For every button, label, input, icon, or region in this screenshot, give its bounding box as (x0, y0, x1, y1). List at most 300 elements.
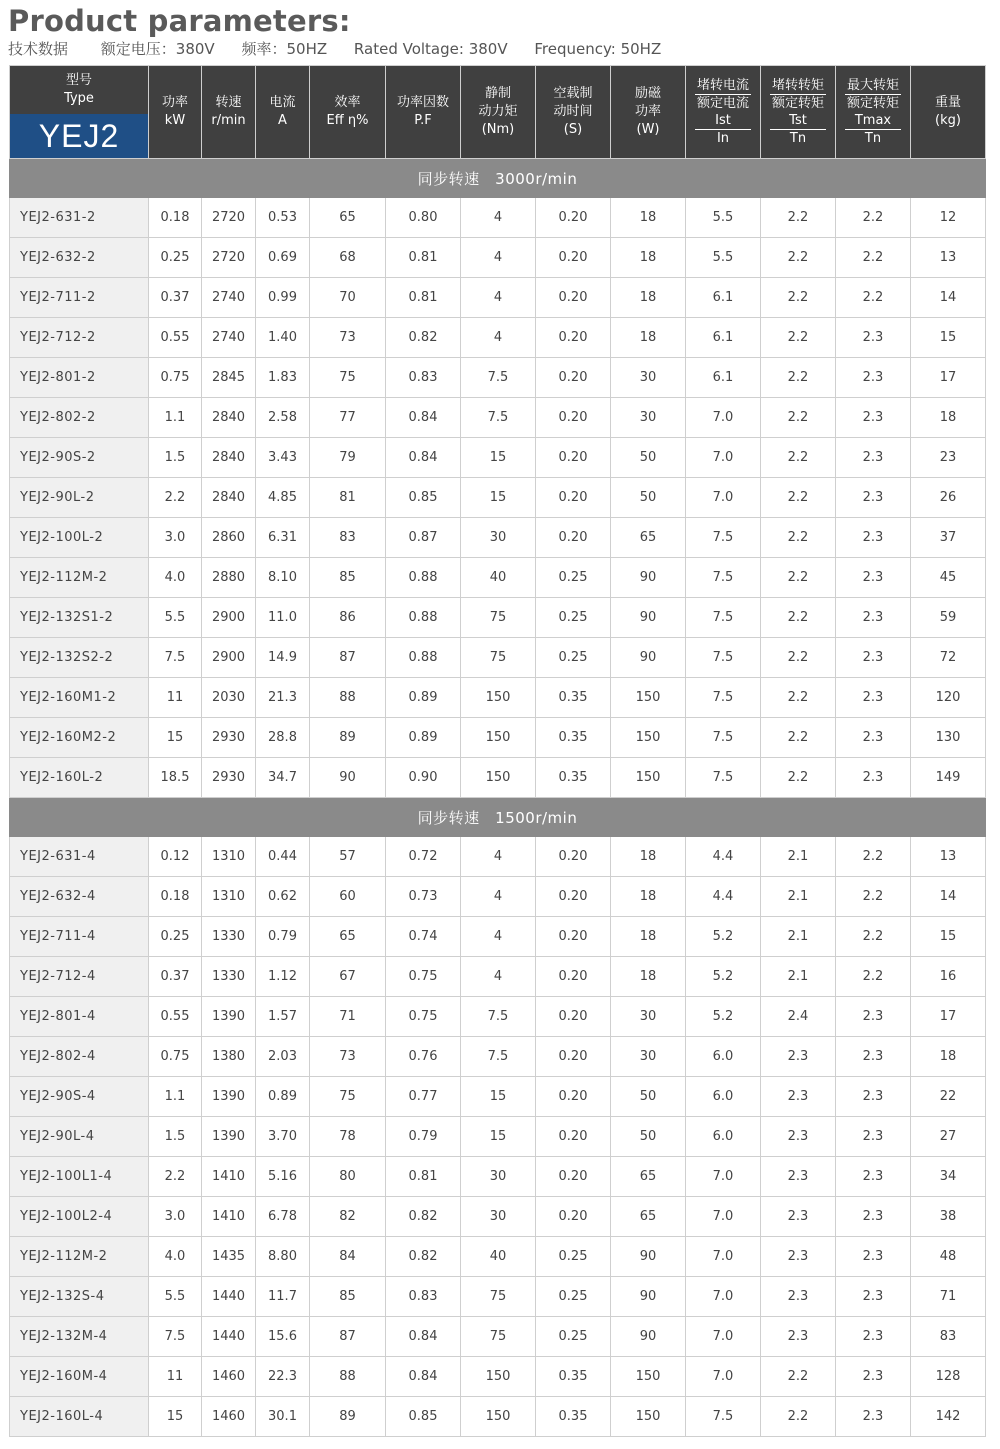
model-cell: YEJ2-132S1-2 (10, 598, 149, 638)
model-cell: YEJ2-90L-2 (10, 478, 149, 518)
value-cell: 7.5 (686, 718, 761, 758)
value-cell: 0.84 (386, 438, 461, 478)
value-cell: 0.62 (256, 877, 310, 917)
table-row (10, 1037, 986, 1077)
value-cell: 2.03 (256, 1037, 310, 1077)
ratio-numerator-symbol: Tst (770, 112, 826, 130)
column-header-line: 动时间 (553, 104, 593, 119)
type-header-line-1: Type (64, 91, 94, 106)
table-row (10, 438, 986, 478)
value-cell: 34 (911, 1157, 986, 1197)
value-cell: 0.25 (536, 1237, 611, 1277)
value-cell: 128 (911, 1357, 986, 1397)
value-cell: 2.3 (836, 1237, 911, 1277)
value-cell: 2.2 (761, 318, 836, 358)
ratio-header-11 (845, 77, 901, 147)
column-header-line: (Nm) (481, 122, 515, 137)
value-cell: 18 (611, 238, 686, 278)
value-cell: 2030 (202, 678, 256, 718)
model-cell: YEJ2-90S-4 (10, 1077, 149, 1117)
value-cell: 8.10 (256, 558, 310, 598)
value-cell: 90 (611, 598, 686, 638)
table-row (10, 718, 986, 758)
column-header-4 (310, 66, 386, 159)
value-cell: 4 (461, 318, 536, 358)
value-cell: 0.82 (386, 318, 461, 358)
value-cell: 15.6 (256, 1317, 310, 1357)
value-cell: 8.80 (256, 1237, 310, 1277)
value-cell: 0.73 (386, 877, 461, 917)
value-cell: 1380 (202, 1037, 256, 1077)
speed-section-label: 同步转速 1500r/min (10, 798, 986, 837)
table-row (10, 318, 986, 358)
value-cell: 72 (911, 638, 986, 678)
value-cell: 0.76 (386, 1037, 461, 1077)
value-cell: 4 (461, 837, 536, 877)
value-cell: 0.20 (536, 198, 611, 238)
table-row (10, 1077, 986, 1117)
table-row (10, 957, 986, 997)
value-cell: 4 (461, 198, 536, 238)
value-cell: 0.84 (386, 398, 461, 438)
ratio-numerator-symbol: Tmax (845, 112, 901, 130)
value-cell: 15 (461, 438, 536, 478)
value-cell: 18 (611, 837, 686, 877)
value-cell: 2.3 (836, 638, 911, 678)
column-header-5 (386, 66, 461, 159)
value-cell: 0.25 (536, 638, 611, 678)
value-cell: 0.89 (256, 1077, 310, 1117)
value-cell: 1440 (202, 1277, 256, 1317)
value-cell: 6.0 (686, 1077, 761, 1117)
value-cell: 0.20 (536, 877, 611, 917)
value-cell: 1.1 (149, 398, 202, 438)
value-cell: 2.3 (836, 438, 911, 478)
value-cell: 2.2 (761, 1357, 836, 1397)
column-header-line: 动力矩 (478, 104, 518, 119)
value-cell: 83 (310, 518, 386, 558)
value-cell: 15 (461, 1117, 536, 1157)
value-cell: 2900 (202, 638, 256, 678)
value-cell: 2.1 (761, 837, 836, 877)
table-row (10, 1357, 986, 1397)
value-cell: 86 (310, 598, 386, 638)
value-cell: 23 (911, 438, 986, 478)
value-cell: 2.2 (149, 1157, 202, 1197)
value-cell: 0.88 (386, 598, 461, 638)
value-cell: 0.25 (149, 917, 202, 957)
column-header-11 (836, 66, 911, 159)
value-cell: 0.88 (386, 558, 461, 598)
value-cell: 4.0 (149, 558, 202, 598)
value-cell: 57 (310, 837, 386, 877)
model-cell: YEJ2-132S-4 (10, 1277, 149, 1317)
value-cell: 5.5 (686, 198, 761, 238)
model-cell: YEJ2-132S2-2 (10, 638, 149, 678)
model-cell: YEJ2-802-4 (10, 1037, 149, 1077)
model-cell: YEJ2-160L-4 (10, 1397, 149, 1437)
value-cell: 0.69 (256, 238, 310, 278)
table-row (10, 917, 986, 957)
subtitle-frequency-cn: 频率：50HZ (241, 40, 328, 58)
column-header-line: (W) (636, 122, 660, 137)
value-cell: 0.82 (386, 1197, 461, 1237)
value-cell: 7.0 (686, 1277, 761, 1317)
value-cell: 88 (310, 678, 386, 718)
ratio-numerator-cn: 最大转矩 (846, 77, 899, 93)
value-cell: 14.9 (256, 638, 310, 678)
value-cell: 150 (461, 678, 536, 718)
value-cell: 7.0 (686, 1317, 761, 1357)
value-cell: 82 (310, 1197, 386, 1237)
value-cell: 90 (611, 1317, 686, 1357)
value-cell: 65 (611, 1197, 686, 1237)
value-cell: 50 (611, 1117, 686, 1157)
model-cell: YEJ2-711-4 (10, 917, 149, 957)
type-header-line-0: 型号 (65, 73, 92, 88)
value-cell: 7.5 (461, 358, 536, 398)
value-cell: 3.0 (149, 1197, 202, 1237)
value-cell: 1390 (202, 1117, 256, 1157)
value-cell: 6.1 (686, 318, 761, 358)
value-cell: 2.3 (836, 358, 911, 398)
value-cell: 2.2 (836, 957, 911, 997)
value-cell: 14 (911, 278, 986, 318)
value-cell: 150 (461, 758, 536, 798)
value-cell: 30 (611, 358, 686, 398)
model-cell: YEJ2-112M-2 (10, 1237, 149, 1277)
value-cell: 0.87 (386, 518, 461, 558)
value-cell: 2.2 (836, 877, 911, 917)
value-cell: 6.1 (686, 358, 761, 398)
value-cell: 2845 (202, 358, 256, 398)
value-cell: 2.3 (761, 1117, 836, 1157)
value-cell: 1390 (202, 1077, 256, 1117)
column-header-line: 静制 (484, 86, 511, 101)
value-cell: 2930 (202, 718, 256, 758)
value-cell: 0.20 (536, 358, 611, 398)
value-cell: 150 (611, 718, 686, 758)
value-cell: 0.20 (536, 837, 611, 877)
value-cell: 1460 (202, 1397, 256, 1437)
value-cell: 78 (310, 1117, 386, 1157)
value-cell: 0.20 (536, 518, 611, 558)
value-cell: 73 (310, 318, 386, 358)
value-cell: 90 (611, 638, 686, 678)
value-cell: 11.7 (256, 1277, 310, 1317)
model-cell: YEJ2-712-4 (10, 957, 149, 997)
series-badge: YEJ2 (10, 114, 148, 158)
value-cell: 75 (310, 1077, 386, 1117)
value-cell: 90 (611, 558, 686, 598)
value-cell: 2.2 (836, 238, 911, 278)
value-cell: 30 (611, 398, 686, 438)
value-cell: 0.89 (386, 678, 461, 718)
value-cell: 2.2 (761, 438, 836, 478)
value-cell: 2860 (202, 518, 256, 558)
value-cell: 59 (911, 598, 986, 638)
value-cell: 0.72 (386, 837, 461, 877)
column-header-9 (686, 66, 761, 159)
value-cell: 2.3 (761, 1197, 836, 1237)
value-cell: 90 (310, 758, 386, 798)
value-cell: 2.3 (836, 758, 911, 798)
table-row (10, 678, 986, 718)
ratio-denominator-symbol: Tn (789, 130, 807, 146)
value-cell: 2.2 (761, 1397, 836, 1437)
column-header-line: 重量 (934, 95, 961, 110)
model-cell: YEJ2-711-2 (10, 278, 149, 318)
value-cell: 4 (461, 917, 536, 957)
value-cell: 150 (461, 1357, 536, 1397)
value-cell: 0.82 (386, 1237, 461, 1277)
value-cell: 7.5 (686, 518, 761, 558)
value-cell: 2.2 (761, 638, 836, 678)
value-cell: 2.3 (836, 478, 911, 518)
value-cell: 50 (611, 1077, 686, 1117)
value-cell: 0.20 (536, 917, 611, 957)
value-cell: 2840 (202, 398, 256, 438)
value-cell: 0.90 (386, 758, 461, 798)
value-cell: 15 (461, 1077, 536, 1117)
table-row (10, 1397, 986, 1437)
value-cell: 0.20 (536, 957, 611, 997)
table-row (10, 997, 986, 1037)
value-cell: 0.81 (386, 238, 461, 278)
value-cell: 150 (461, 718, 536, 758)
value-cell: 2740 (202, 318, 256, 358)
value-cell: 18 (611, 318, 686, 358)
subtitle-rated-voltage-cn: 额定电压：380V (100, 40, 215, 58)
column-header-line: 空载制 (553, 86, 593, 101)
value-cell: 2.2 (761, 758, 836, 798)
column-header-12 (911, 66, 986, 159)
value-cell: 0.83 (386, 358, 461, 398)
value-cell: 7.0 (686, 398, 761, 438)
ratio-header-10 (770, 77, 826, 147)
value-cell: 0.75 (149, 358, 202, 398)
value-cell: 18 (611, 957, 686, 997)
value-cell: 0.84 (386, 1357, 461, 1397)
value-cell: 4.4 (686, 837, 761, 877)
model-cell: YEJ2-100L-2 (10, 518, 149, 558)
value-cell: 2.2 (836, 198, 911, 238)
value-cell: 0.25 (536, 598, 611, 638)
table-row (10, 1117, 986, 1157)
value-cell: 2.58 (256, 398, 310, 438)
value-cell: 2.2 (761, 718, 836, 758)
value-cell: 2930 (202, 758, 256, 798)
value-cell: 5.2 (686, 917, 761, 957)
value-cell: 50 (611, 478, 686, 518)
value-cell: 28.8 (256, 718, 310, 758)
value-cell: 7.5 (461, 398, 536, 438)
value-cell: 0.20 (536, 1197, 611, 1237)
value-cell: 2.3 (836, 1277, 911, 1317)
speed-section-row (10, 798, 986, 837)
value-cell: 7.5 (686, 638, 761, 678)
value-cell: 2.1 (761, 917, 836, 957)
value-cell: 5.5 (686, 238, 761, 278)
value-cell: 7.5 (149, 638, 202, 678)
value-cell: 1330 (202, 957, 256, 997)
value-cell: 150 (611, 1397, 686, 1437)
value-cell: 22 (911, 1077, 986, 1117)
value-cell: 65 (310, 917, 386, 957)
value-cell: 12 (911, 198, 986, 238)
value-cell: 65 (611, 518, 686, 558)
value-cell: 3.43 (256, 438, 310, 478)
value-cell: 4 (461, 957, 536, 997)
value-cell: 2840 (202, 478, 256, 518)
type-header-labels (10, 66, 148, 114)
table-row (10, 1317, 986, 1357)
value-cell: 2.2 (761, 358, 836, 398)
value-cell: 2.1 (761, 957, 836, 997)
value-cell: 30 (461, 518, 536, 558)
value-cell: 38 (911, 1197, 986, 1237)
value-cell: 150 (611, 1357, 686, 1397)
value-cell: 15 (149, 1397, 202, 1437)
value-cell: 65 (310, 198, 386, 238)
model-cell: YEJ2-100L1-4 (10, 1157, 149, 1197)
value-cell: 2.3 (836, 1357, 911, 1397)
column-header-10 (761, 66, 836, 159)
value-cell: 21.3 (256, 678, 310, 718)
value-cell: 2720 (202, 238, 256, 278)
value-cell: 2.3 (836, 398, 911, 438)
value-cell: 15 (461, 478, 536, 518)
value-cell: 7.0 (686, 1237, 761, 1277)
value-cell: 15 (911, 318, 986, 358)
value-cell: 1.83 (256, 358, 310, 398)
value-cell: 4 (461, 278, 536, 318)
value-cell: 34.7 (256, 758, 310, 798)
value-cell: 1310 (202, 877, 256, 917)
value-cell: 2.3 (836, 318, 911, 358)
value-cell: 87 (310, 1317, 386, 1357)
value-cell: 2840 (202, 438, 256, 478)
value-cell: 0.55 (149, 997, 202, 1037)
value-cell: 2.2 (761, 238, 836, 278)
value-cell: 5.2 (686, 957, 761, 997)
page-subtitle (8, 38, 683, 59)
value-cell: 17 (911, 997, 986, 1037)
value-cell: 0.20 (536, 278, 611, 318)
column-header-line: P.F (414, 113, 432, 128)
model-cell: YEJ2-160M1-2 (10, 678, 149, 718)
value-cell: 2.2 (761, 398, 836, 438)
value-cell: 81 (310, 478, 386, 518)
value-cell: 4 (461, 238, 536, 278)
model-cell: YEJ2-632-2 (10, 238, 149, 278)
value-cell: 11.0 (256, 598, 310, 638)
value-cell: 1440 (202, 1317, 256, 1357)
value-cell: 4.4 (686, 877, 761, 917)
value-cell: 7.0 (686, 1157, 761, 1197)
ratio-header-9 (695, 77, 751, 147)
value-cell: 83 (911, 1317, 986, 1357)
value-cell: 75 (461, 638, 536, 678)
value-cell: 0.37 (149, 957, 202, 997)
value-cell: 5.2 (686, 997, 761, 1037)
value-cell: 18 (611, 278, 686, 318)
value-cell: 0.35 (536, 678, 611, 718)
ratio-denominator-cn: 额定转矩 (771, 95, 824, 111)
value-cell: 1.40 (256, 318, 310, 358)
ratio-denominator-symbol: Tn (864, 130, 882, 146)
value-cell: 2.3 (836, 1317, 911, 1357)
table-row (10, 558, 986, 598)
value-cell: 68 (310, 238, 386, 278)
value-cell: 30 (611, 1037, 686, 1077)
value-cell: 45 (911, 558, 986, 598)
page-title: Product parameters: (8, 4, 351, 38)
value-cell: 1410 (202, 1157, 256, 1197)
table-header-row (10, 66, 986, 159)
value-cell: 1.1 (149, 1077, 202, 1117)
ratio-denominator-cn: 额定转矩 (846, 95, 899, 111)
value-cell: 11 (149, 1357, 202, 1397)
table-row (10, 1197, 986, 1237)
value-cell: 5.16 (256, 1157, 310, 1197)
value-cell: 89 (310, 1397, 386, 1437)
value-cell: 2.3 (836, 558, 911, 598)
value-cell: 2.3 (761, 1077, 836, 1117)
value-cell: 0.20 (536, 478, 611, 518)
table-row (10, 1237, 986, 1277)
column-header-line: r/min (211, 113, 246, 128)
value-cell: 2.2 (836, 917, 911, 957)
value-cell: 2.4 (761, 997, 836, 1037)
value-cell: 2.3 (761, 1277, 836, 1317)
table-row (10, 598, 986, 638)
value-cell: 2.2 (149, 478, 202, 518)
table-row (10, 238, 986, 278)
value-cell: 4.0 (149, 1237, 202, 1277)
column-header-line: A (278, 113, 287, 128)
value-cell: 2.3 (761, 1237, 836, 1277)
table-row (10, 837, 986, 877)
model-cell: YEJ2-160M2-2 (10, 718, 149, 758)
value-cell: 130 (911, 718, 986, 758)
value-cell: 0.20 (536, 1157, 611, 1197)
model-cell: YEJ2-90L-4 (10, 1117, 149, 1157)
value-cell: 87 (310, 638, 386, 678)
value-cell: 14 (911, 877, 986, 917)
value-cell: 6.1 (686, 278, 761, 318)
column-header-line: Eff η% (326, 113, 369, 128)
value-cell: 16 (911, 957, 986, 997)
value-cell: 0.75 (149, 1037, 202, 1077)
value-cell: 0.85 (386, 478, 461, 518)
model-cell: YEJ2-802-2 (10, 398, 149, 438)
value-cell: 2.2 (761, 518, 836, 558)
value-cell: 40 (461, 558, 536, 598)
table-row (10, 1157, 986, 1197)
value-cell: 0.18 (149, 198, 202, 238)
value-cell: 0.83 (386, 1277, 461, 1317)
table-row (10, 198, 986, 238)
model-cell: YEJ2-112M-2 (10, 558, 149, 598)
column-header-line: 励磁 (634, 86, 661, 101)
value-cell: 7.5 (686, 678, 761, 718)
value-cell: 0.79 (256, 917, 310, 957)
value-cell: 0.20 (536, 318, 611, 358)
value-cell: 2.3 (836, 997, 911, 1037)
value-cell: 0.25 (536, 1277, 611, 1317)
ratio-numerator-symbol: Ist (695, 112, 751, 130)
